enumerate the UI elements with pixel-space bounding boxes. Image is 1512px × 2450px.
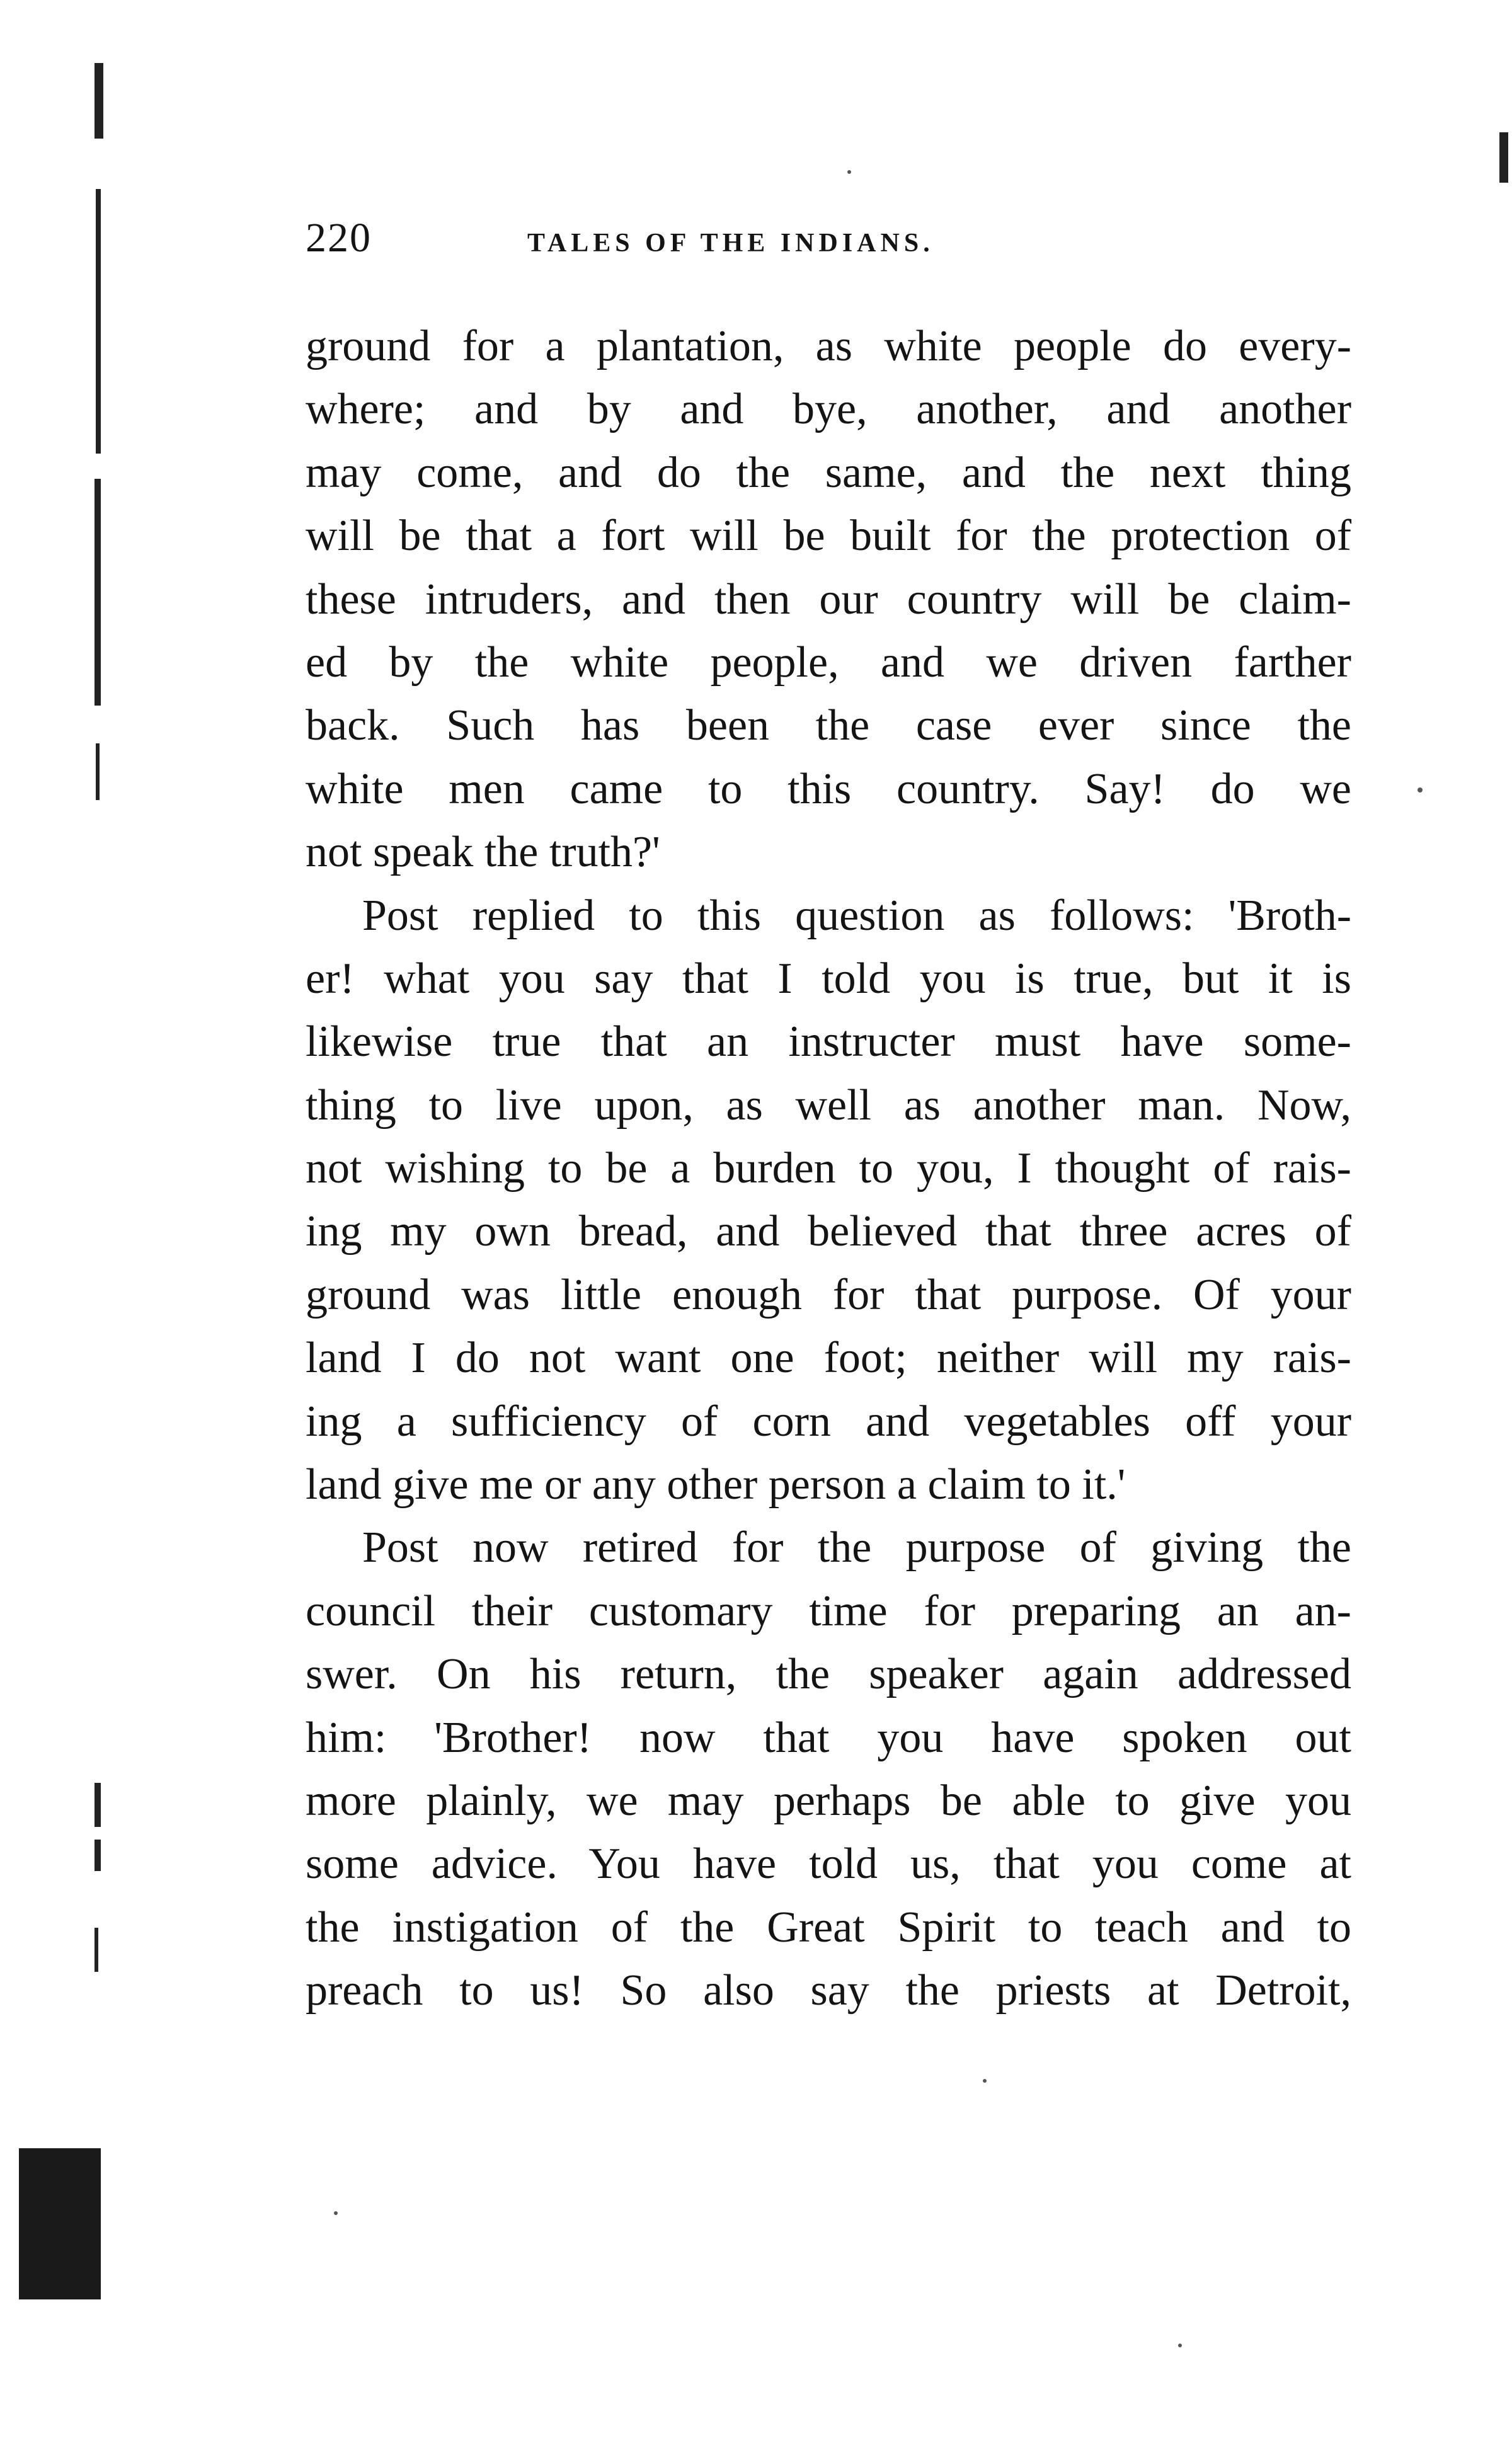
text-line: where; and by and bye, another, and another — [306, 385, 1351, 434]
text-line: thing to live upon, as well as another man. Now, — [306, 1080, 1351, 1130]
scan-speck — [1418, 787, 1423, 793]
scan-speck — [983, 2079, 987, 2083]
text-line: land give me or any other person a claim to it.' — [306, 1460, 1126, 1509]
scan-speck — [1178, 2344, 1182, 2347]
scan-edge-mark — [96, 189, 101, 454]
text-line: not wishing to be a burden to you, I thought of rais- — [306, 1144, 1351, 1193]
body-text — [306, 315, 1351, 2023]
page-number: 220 — [306, 215, 372, 261]
text-line: back. Such has been the case ever since the — [306, 701, 1351, 750]
text-line: preach to us! So also say the priests at Detroit, — [306, 1966, 1351, 2015]
text-line: ground for a plantation, as white people do every- — [306, 322, 1351, 370]
text-line: may come, and do the same, and the next thing — [306, 448, 1351, 497]
text-line: council their customary time for preparing an an- — [306, 1586, 1351, 1635]
scan-speck — [334, 2211, 338, 2215]
text-line: likewise true that an instructer must have some- — [306, 1017, 1351, 1067]
text-line: not speak the truth?' — [306, 828, 660, 877]
paragraph-start-line: Post now retired for the purpose of giving the — [362, 1523, 1351, 1572]
text-line: er! what you say that I told you is true, but it is — [306, 954, 1351, 1003]
scan-edge-mark — [96, 743, 100, 800]
text-line: white men came to this country. Say! do we — [306, 764, 1351, 813]
scan-edge-mark — [1499, 132, 1508, 183]
text-line: ing a sufficiency of corn and vegetables off your — [306, 1397, 1351, 1446]
text-line: more plainly, we may perhaps be able to give you — [306, 1776, 1351, 1825]
text-line: ed by the white people, and we driven farther — [306, 638, 1351, 687]
page-header — [306, 214, 1351, 277]
scan-edge-mark — [94, 1783, 101, 1827]
scan-speck — [847, 170, 851, 174]
scan-edge-mark — [94, 1840, 101, 1871]
text-line: some advice. You have told us, that you come at — [306, 1840, 1351, 1889]
text-line: will be that a fort will be built for the protection of — [306, 512, 1351, 561]
text-line: the instigation of the Great Spirit to teach and to — [306, 1903, 1351, 1952]
running-title: TALES OF THE INDIANS. — [527, 229, 934, 258]
scan-edge-mark — [19, 2148, 101, 2299]
text-line: him: 'Brother! now that you have spoken out — [306, 1713, 1351, 1762]
scan-edge-mark — [94, 63, 103, 139]
paragraph-start-line: Post replied to this question as follows: 'Broth- — [362, 891, 1351, 940]
text-line: these intruders, and then our country will be claim- — [306, 575, 1351, 624]
text-line: ground was little enough for that purpose. Of your — [306, 1270, 1351, 1319]
scan-edge-mark — [94, 479, 101, 706]
text-line: swer. On his return, the speaker again addressed — [306, 1650, 1351, 1699]
text-line: land I do not want one foot; neither will my rais- — [306, 1334, 1351, 1383]
text-line: ing my own bread, and believed that three acres of — [306, 1207, 1351, 1256]
scan-edge-mark — [94, 1928, 98, 1972]
